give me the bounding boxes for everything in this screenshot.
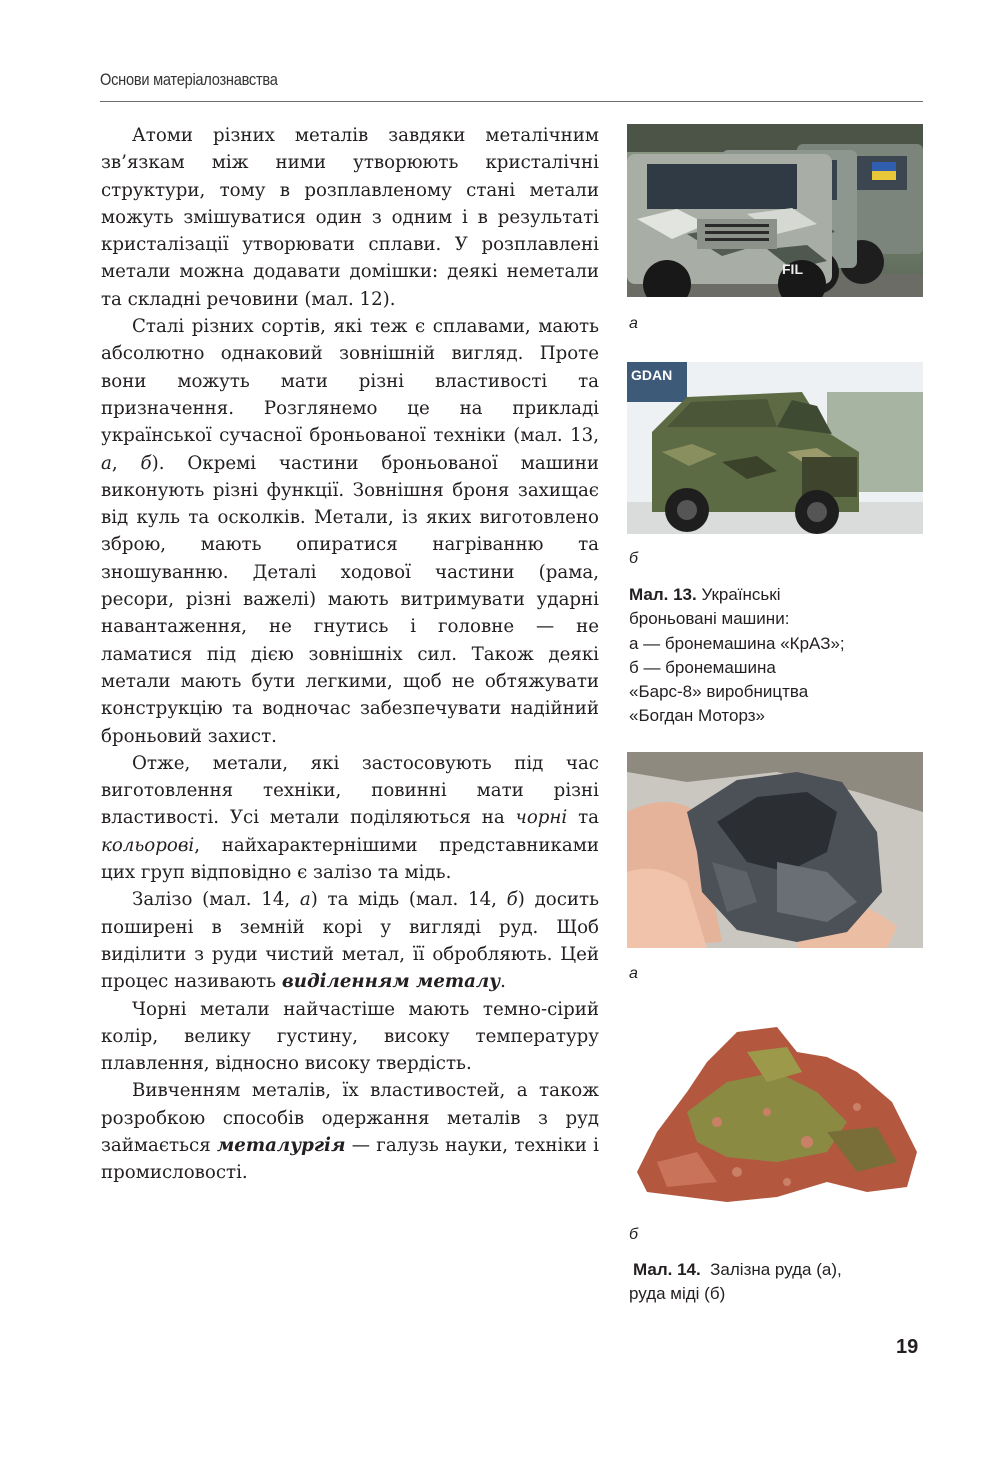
text-segment: , xyxy=(111,452,141,474)
figure13-caption-line: Українські xyxy=(701,585,781,604)
page-number: 19 xyxy=(896,1336,919,1358)
text-segment: Отже, метали, які застосовують під час виготовлення техніки, повинні мати різні властивості. Усі метали поділяються на xyxy=(101,752,599,829)
figure13-label-b: б xyxy=(629,550,638,567)
photo-copper-ore xyxy=(627,1012,923,1212)
text-segment: , найхарактернішими представниками цих груп відповідно є залізо та мідь. xyxy=(101,834,599,884)
text-segment: — галузь науки, техніки і промисловості. xyxy=(101,1134,599,1184)
photo-b-sign-text: GDAN xyxy=(631,367,673,383)
key-term: виділенням металу xyxy=(281,971,501,993)
key-term: металургія xyxy=(217,1134,346,1156)
figure14-caption-line2: руда міді (б) xyxy=(629,1284,726,1304)
text-segment: чорні xyxy=(515,807,568,829)
figure13-caption-line: броньовані машини: xyxy=(629,609,790,629)
text-segment: б xyxy=(506,889,518,911)
text-segment: ) досить поширені в земній корі у вигляді руд. Щоб виділити з руди чистий метал, її обробляють. Цей процес називають xyxy=(101,889,599,993)
figure13-caption-line: «Барс-8» виробництва xyxy=(629,682,809,702)
paragraph xyxy=(101,313,599,750)
photo-a-plate-text: FIL xyxy=(782,261,803,277)
figure14-label-a: а xyxy=(629,965,638,982)
photo-iron-ore xyxy=(627,752,923,948)
figure13-label-a: а xyxy=(629,315,638,332)
figure13-caption-line: б — бронемашина xyxy=(629,657,776,677)
figure13-caption-line: а — бронемашина «КрАЗ»; xyxy=(629,633,845,653)
paragraph xyxy=(101,750,599,886)
text-segment: Атоми різних металів завдяки металічним зв’язкам між ними утворюють кристалічні структури, тому в розплавленому стані метали можуть змішуватися один з одним і в результаті кристалізації утворювати сплави. У розплавлені метали можна додавати домішки: деякі неметали та складні речовини (мал. 12). xyxy=(101,125,599,310)
text-segment: та xyxy=(567,807,600,829)
figure13-caption xyxy=(629,583,923,729)
text-segment: Вивченням металів, їх властивостей, а також розробкою способів одержання металів з руд займається xyxy=(101,1080,599,1156)
text-segment: ). Окремі частини броньованої машини виконують різні функції. Зовнішня броня захищає від куль та осколків. Метали, із яких виготовлено зброю, мають опиратися нагріванню та зношуванню. Деталі ходової частини (рама, ресори, різні важелі) мають витримувати ударні навантаження, не гнутись і головне — не ламатися під дією зовнішніх сил. Також деякі метали мають бути легкими, щоб не обтяжувати конструкцію та водночас забезпечувати надійний броньовий захист. xyxy=(101,452,599,747)
text-segment: б xyxy=(140,452,152,474)
text-segment: Чорні метали найчастіше мають темно-сірий колір, велику густину, високу температуру плавлення, відносно високу твердість. xyxy=(101,998,599,1075)
photo-bars8-armored-vehicle xyxy=(627,362,923,534)
text-segment: кольорові xyxy=(101,834,195,856)
figure14-caption-line1: Залізна руда (а), xyxy=(710,1260,842,1279)
body-text xyxy=(101,122,599,1187)
text-segment: а xyxy=(299,889,311,911)
text-segment: ) та мідь (мал. 14, xyxy=(310,889,507,911)
figure14-label-b: б xyxy=(629,1226,638,1243)
figure13-caption-line: «Богдан Моторз» xyxy=(629,706,765,726)
paragraph xyxy=(101,886,599,995)
photo-kraz-armored-vehicles xyxy=(627,124,923,297)
paragraph xyxy=(101,1077,599,1186)
figure13-caption-title: Мал. 13. xyxy=(629,585,697,604)
text-segment: . xyxy=(500,971,506,993)
figure14-caption xyxy=(629,1258,927,1307)
figure14-caption-title: Мал. 14. xyxy=(633,1260,701,1279)
running-header: Основи матеріалознавства xyxy=(100,70,278,89)
text-segment: Залізо (мал. 14, xyxy=(132,889,300,911)
text-segment: а xyxy=(101,452,112,474)
paragraph xyxy=(101,996,599,1078)
text-segment: Сталі різних сортів, які теж є сплавами, мають абсолютно однаковий зовнішній вигляд. Проте вони можуть мати різні властивості та призначення. Розглянемо це на прикладі української сучасної броньованої техніки (мал. 13, xyxy=(101,316,599,447)
paragraph xyxy=(101,122,599,313)
header-rule xyxy=(100,101,923,102)
